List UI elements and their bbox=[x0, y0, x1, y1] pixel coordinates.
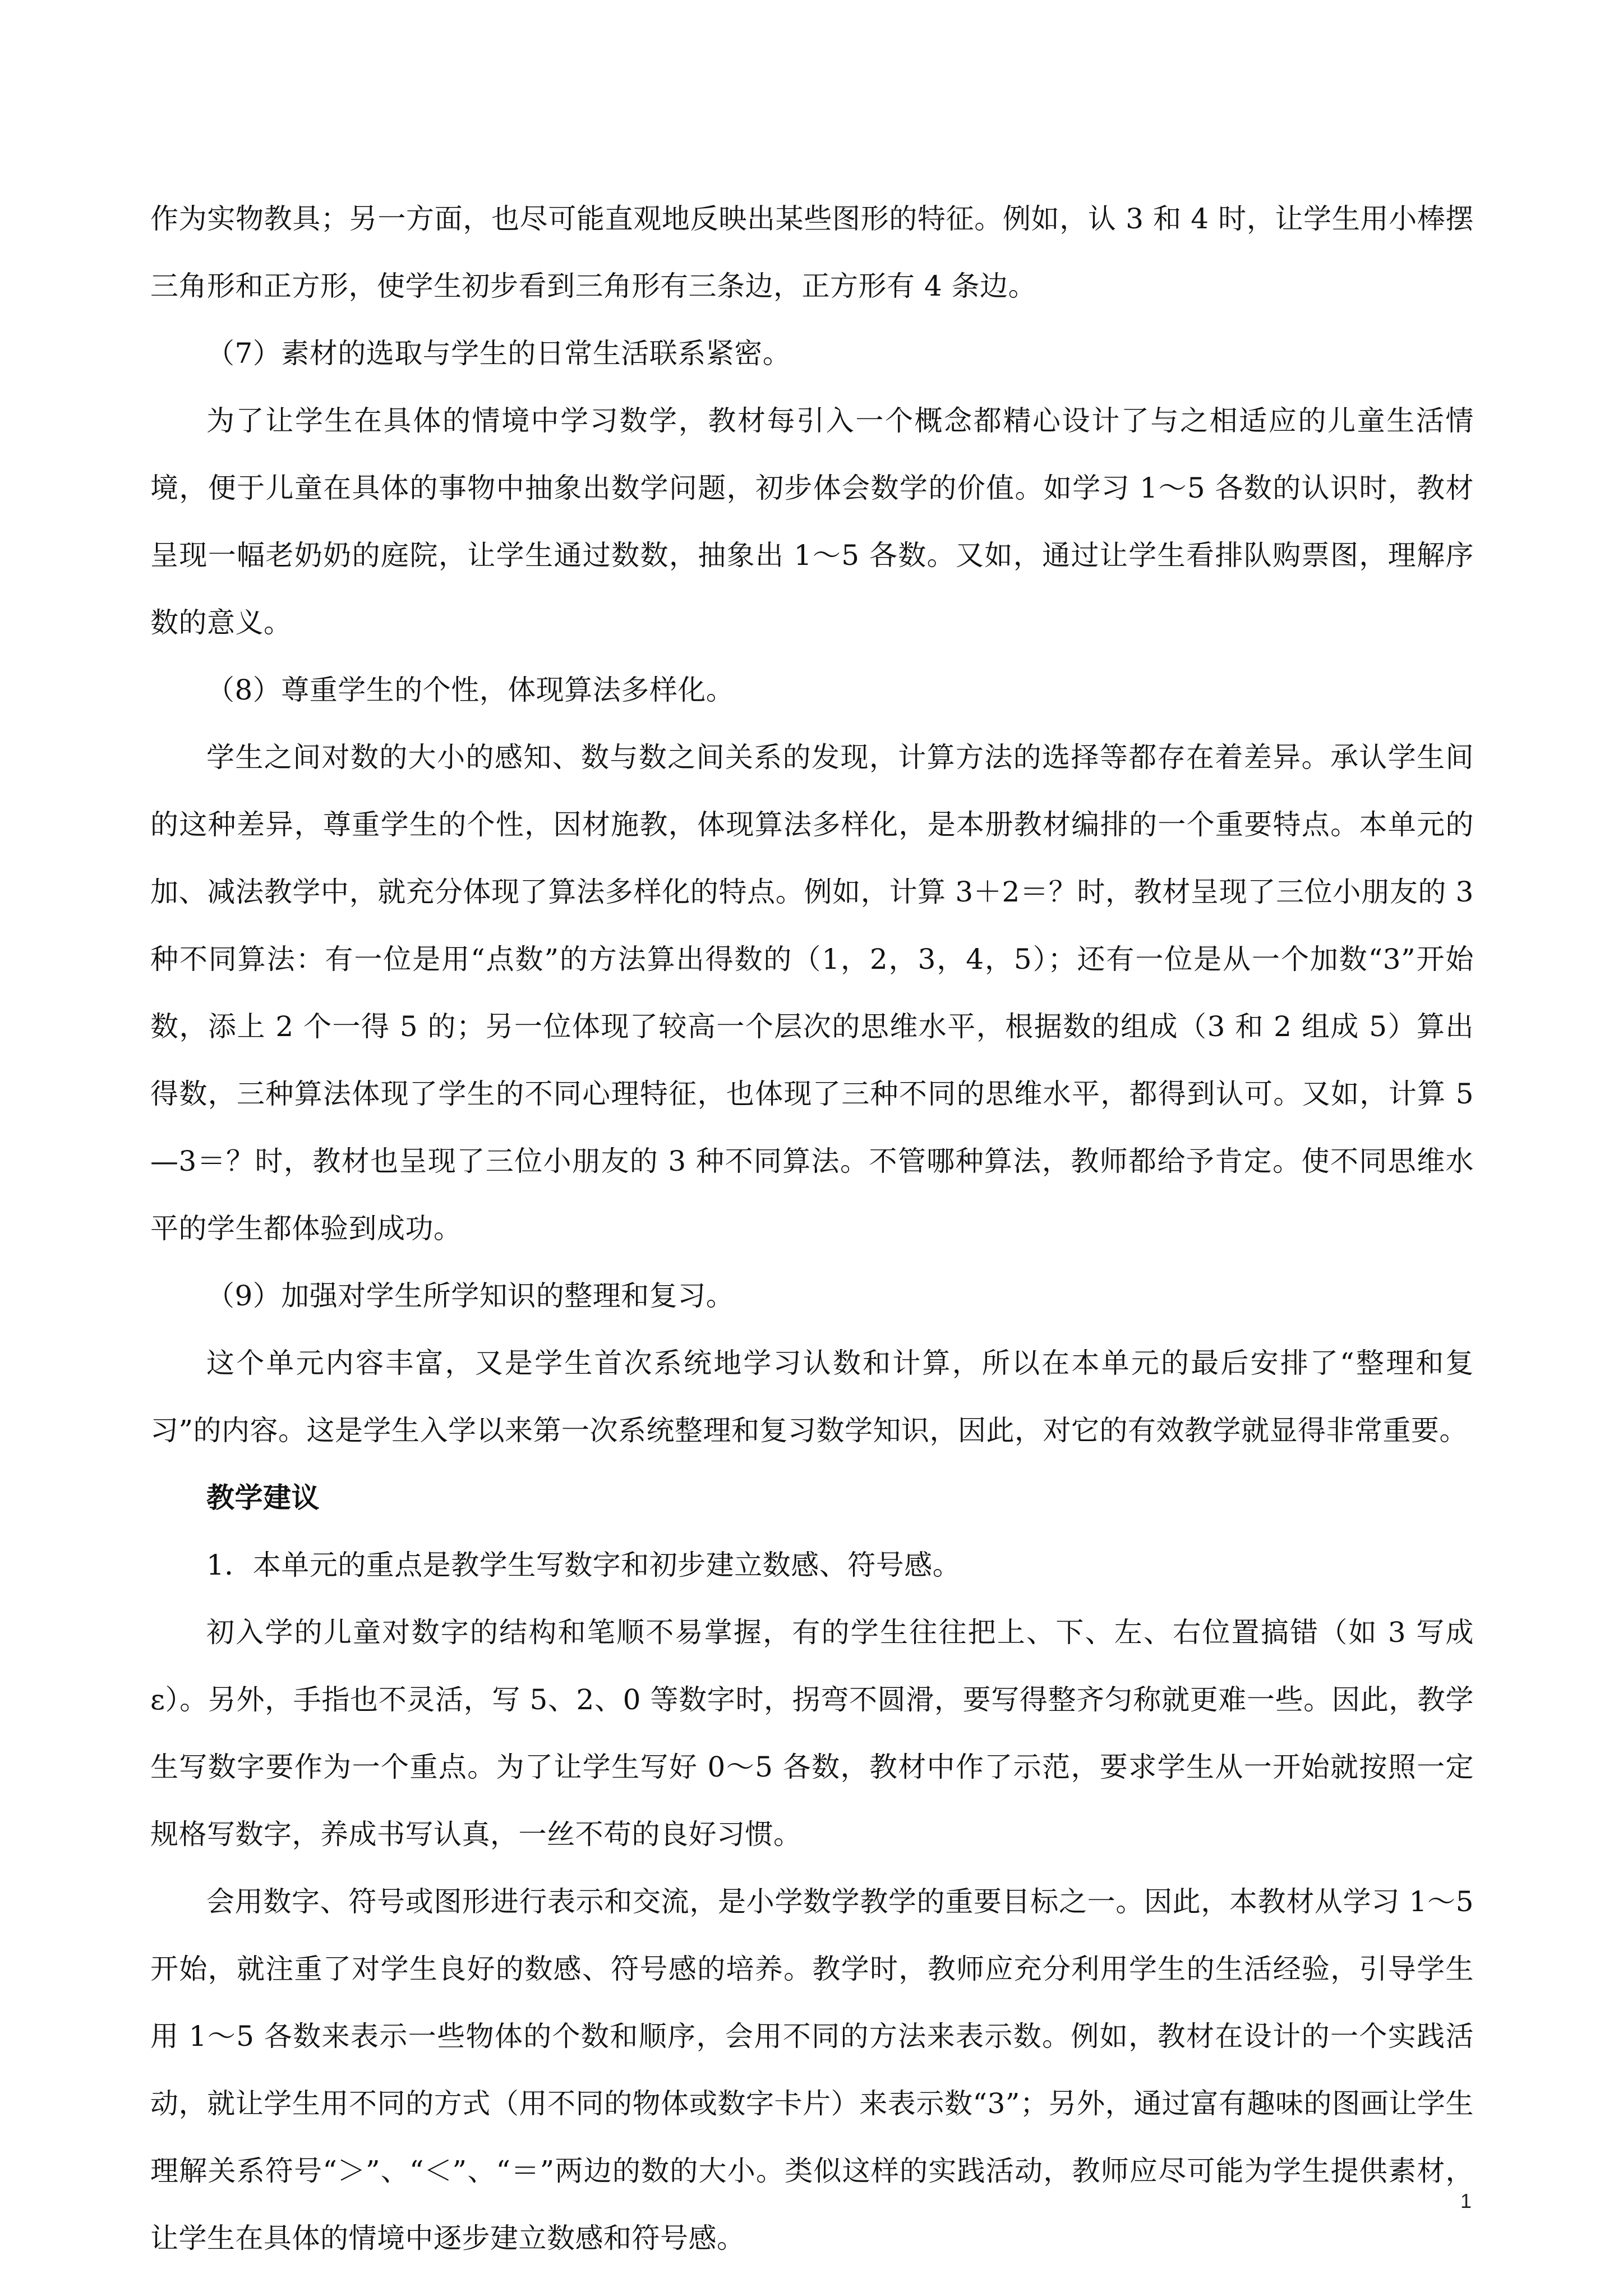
paragraph-life-context: 为了让学生在具体的情境中学习数学，教材每引入一个概念都精心设计了与之相适应的儿童生活情境，便于儿童在具体的事物中抽象出数学问题，初步体会数学的价值。如学习 1～5 各数的认识时，教材呈现一幅老奶奶的庭院，让学生通过数数，抽象出 1～5 各数。又如，通过让学生看排队购票图，理解序数的意义。 bbox=[150, 404, 1474, 639]
subheading-8: （8）尊重学生的个性，体现算法多样化。 bbox=[206, 674, 735, 706]
paragraph-continued: 作为实物教具；另一方面，也尽可能直观地反映出某些图形的特征。例如，认 3 和 4 时，让学生用小棒摆三角形和正方形，使学生初步看到三角形有三条边，正方形有 4 条边。 bbox=[150, 203, 1474, 302]
paragraph-writing-digits: 初入学的儿童对数字的结构和笔顺不易掌握，有的学生往往把上、下、左、右位置搞错（如 3 写成ε）。另外，手指也不灵活，写 5、2、0 等数字时，拐弯不圆滑，要写得整齐匀称就更难一些。因此，教学生写数字要作为一个重点。为了让学生写好 0～5 各数，教材中作了示范，要求学生从一开始就按照一定规格写数字，养成书写认真，一丝不苟的良好习惯。 bbox=[150, 1616, 1474, 1851]
subheading-7: （7）素材的选取与学生的日常生活联系紧密。 bbox=[206, 337, 791, 370]
page-number: 1 bbox=[1460, 2189, 1472, 2212]
subheading-1: 1．本单元的重点是教学生写数字和初步建立数感、符号感。 bbox=[206, 1549, 961, 1581]
paragraph-algorithm-diversity: 学生之间对数的大小的感知、数与数之间关系的发现，计算方法的选择等都存在着差异。承认学生间的这种差异，尊重学生的个性，因材施教，体现算法多样化，是本册教材编排的一个重要特点。本单元的加、减法教学中，就充分体现了算法多样化的特点。例如，计算 3＋2＝？时，教材呈现了三位小朋友的 3 种不同算法：有一位是用“点数”的方法算出得数的（1，2，3，4，5）；还有一位是从一个加数“3”开始数，添上 2 个一得 5 的；另一位体现了较高一个层次的思维水平，根据数的组成（3 和 2 组成 5）算出得数，三种算法体现了学生的不同心理特征，也体现了三种不同的思维水平，都得到认可。又如，计算 5—3＝？时，教材也呈现了三位小朋友的 3 种不同算法。不管哪种算法，教师都给予肯定。使不同思维水平的学生都体验到成功。 bbox=[150, 741, 1474, 1245]
subheading-9: （9）加强对学生所学知识的整理和复习。 bbox=[206, 1280, 735, 1312]
section-heading-teaching-advice: 教学建议 bbox=[206, 1481, 320, 1514]
paragraph-review: 这个单元内容丰富，又是学生首次系统地学习认数和计算，所以在本单元的最后安排了“整理和复习”的内容。这是学生入学以来第一次系统整理和复习数学知识，因此，对它的有效教学就显得非常重要。 bbox=[150, 1347, 1474, 1447]
page-body bbox=[150, 185, 1474, 2272]
paragraph-number-sense: 会用数字、符号或图形进行表示和交流，是小学数学教学的重要目标之一。因此，本教材从学习 1～5 开始，就注重了对学生良好的数感、符号感的培养。教学时，教师应充分利用学生的生活经验，引导学生用 1～5 各数来表示一些物体的个数和顺序，会用不同的方法来表示数。例如，教材在设计的一个实践活动，就让学生用不同的方式（用不同的物体或数字卡片）来表示数“3”；另外，通过富有趣味的图画让学生理解关系符号“＞”、“＜”、“＝”两边的数的大小。类似这样的实践活动，教师应尽可能为学生提供素材，让学生在具体的情境中逐步建立数感和符号感。 bbox=[150, 1885, 1474, 2254]
